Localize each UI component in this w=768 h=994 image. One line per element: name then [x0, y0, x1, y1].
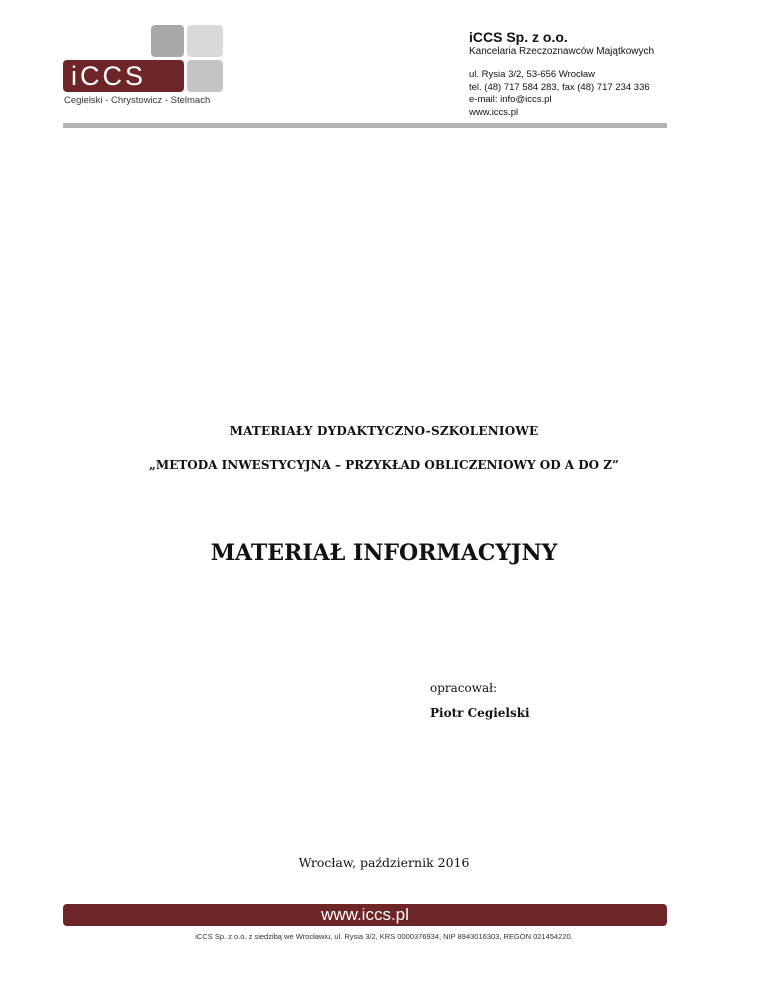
company-email[interactable]: e-mail: info@iccs.pl: [469, 94, 552, 105]
place-and-date: Wrocław, październik 2016: [298, 855, 470, 870]
company-subtitle: Kancelaria Rzeczoznawców Majątkowych: [469, 46, 655, 57]
footer-url[interactable]: www.iccs.pl: [321, 905, 409, 924]
logo-text: iCCS: [71, 61, 147, 91]
logo-square-dark: [151, 25, 184, 57]
logo-square-light: [187, 25, 223, 57]
prepared-by-name: Piotr Cegielski: [430, 706, 530, 720]
company-address: ul. Rysia 3/2, 53-656 Wrocław: [469, 69, 596, 80]
company-website[interactable]: www.iccs.pl: [469, 106, 519, 118]
logo-square-mid: [187, 60, 223, 92]
company-logo: [63, 25, 233, 110]
header-divider: [63, 123, 667, 128]
company-info: [469, 29, 654, 119]
company-phone: tel. (48) 717 584 283, fax (48) 717 234 336: [469, 81, 650, 93]
company-name: iCCS Sp. z o.o.: [469, 29, 568, 45]
document-heading-1: MATERIAŁY DYDAKTYCZNO-SZKOLENIOWE: [229, 424, 539, 438]
company-contact: [469, 69, 654, 119]
footer-legal-text: iCCS Sp. z o.o. z siedzibą we Wrocławiu, ul. Rysia 3/2, KRS 0000376934, NIP 8943016303, REGON 021454220.: [195, 932, 573, 941]
footer-bar: [63, 904, 667, 926]
document-heading-2: „METODA INWESTYCYJNA – PRZYKŁAD OBLICZENIOWY OD A DO Z”: [149, 458, 619, 472]
prepared-by-label: opracował:: [430, 681, 498, 695]
logo-subtitle: Cegielski - Chrystowicz - Stelmach: [64, 95, 211, 106]
document-title: MATERIAŁ INFORMACYJNY: [210, 540, 558, 566]
